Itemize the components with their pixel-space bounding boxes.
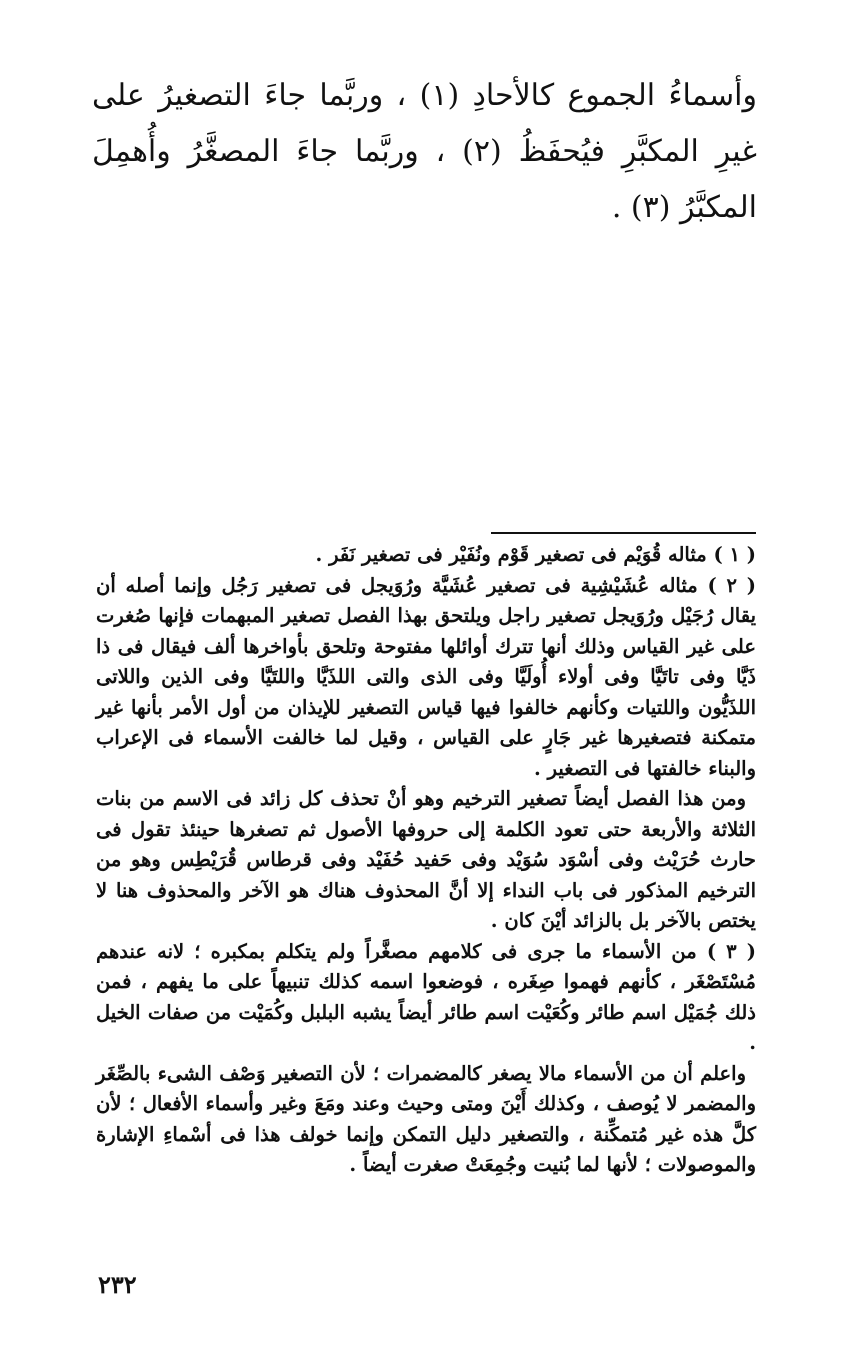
footnote-1: ( ١ ) مثاله قُوَيْم فى تصغير قَوْم ونُفَيْر فى تصغير نَفَر . [315, 543, 756, 566]
footnotes [96, 540, 756, 1181]
footnote-2-continuation: ومن هذا الفصل أيضاً تصغير الترخيم وهو أنْ تحذف كل زائد فى الاسم من بنات الثلاثة والأربعة حتى تعود الكلمة إلى حروفها الأصول ثم تصغرها حينئذ تقول فى حارث حُرَيْث وفى أسْوَد سُوَيْد وفى حَفيد حُفَيْد وفى قرطاس قُرَيْطِس وهو من الترخيم المذكور فى باب النداء إلا أنَّ المحذوف هناك هو الآخر والمحذوف هنا لا يختص بالآخر بل بالزائد أيْنَ كان . [96, 787, 756, 932]
footnote-3-continuation: واعلم أن من الأسماء مالا يصغر كالمضمرات ؛ لأن التصغير وَصْف الشىء بالصِّغَر والمضمر لا يُوصف ، وكذلك أَيْنَ ومتى وحيث وعند ومَعَ وغير وأسماء الأفعال ؛ لأن كلَّ هذه غير مُتمكِّنة ، والتصغير دليل التمكن وإنما خولف هذا فى أسْماءِ الإشارة والموصولات ؛ لأنها لما بُنيت وجُمِعَتْ صغرت أيضاً . [96, 1061, 756, 1176]
footnote-separator [491, 532, 756, 534]
main-text: وأسماءُ الجموع كالأحادِ (١) ، وربَّما جاءَ التصغيرُ على غيرِ المكبَّرِ فيُحفَظُ (٢) ، وربَّما جاءَ المصغَّرُ وأُهمِلَ المكبَّرُ (٣) . [92, 78, 757, 225]
page-number: ٢٣٢ [98, 1270, 137, 1299]
footnote-3: ( ٣ ) من الأسماء ما جرى فى كلامهم مصغَّراً ولم يتكلم بمكبره ؛ لانه عندهم مُسْتَصْغَر ، كأنهم فهموا صِغَره ، فوضعوا اسمه كذلك تنبيهاً على ما يفهم ، فمن ذلك جُمَيْل اسم طائر وكُعَيْت اسم طائر أيضاً يشبه البلبل وكُمَيْت من صفات الخيل . [96, 939, 757, 1054]
footnote-2: ( ٢ ) مثاله عُشَيْشِية فى تصغير عُشَيَّة ورُوَيجل فى تصغير رَجُل وإنما أصله أن يقال رُجَيْل ورُوَيجل تصغير راجل ويلتحق بهذا الفصل تصغير المبهمات فإنها صُغرت على غير القياس وذلك أنها تترك أوائلها مفتوحة وتلحق بأواخرها ألف فيقال فى ذا ذَيَّا وفى تاتَيَّا وفى أولاء أُولَيَّا وفى الذى والتى اللذَيَّا واللتَيَّا وفى الذين واللاتى اللذَيُّون واللتيات وكأنهم خالفوا فيها قياس التصغير للإيذان من أول الأمر بأنها غير متمكنة فتصغيرها غير جَارٍ على القياس ، وقيل لما خالفت الأسماء فى الإعراب والبناء خالفتها فى التصغير . [96, 573, 757, 780]
